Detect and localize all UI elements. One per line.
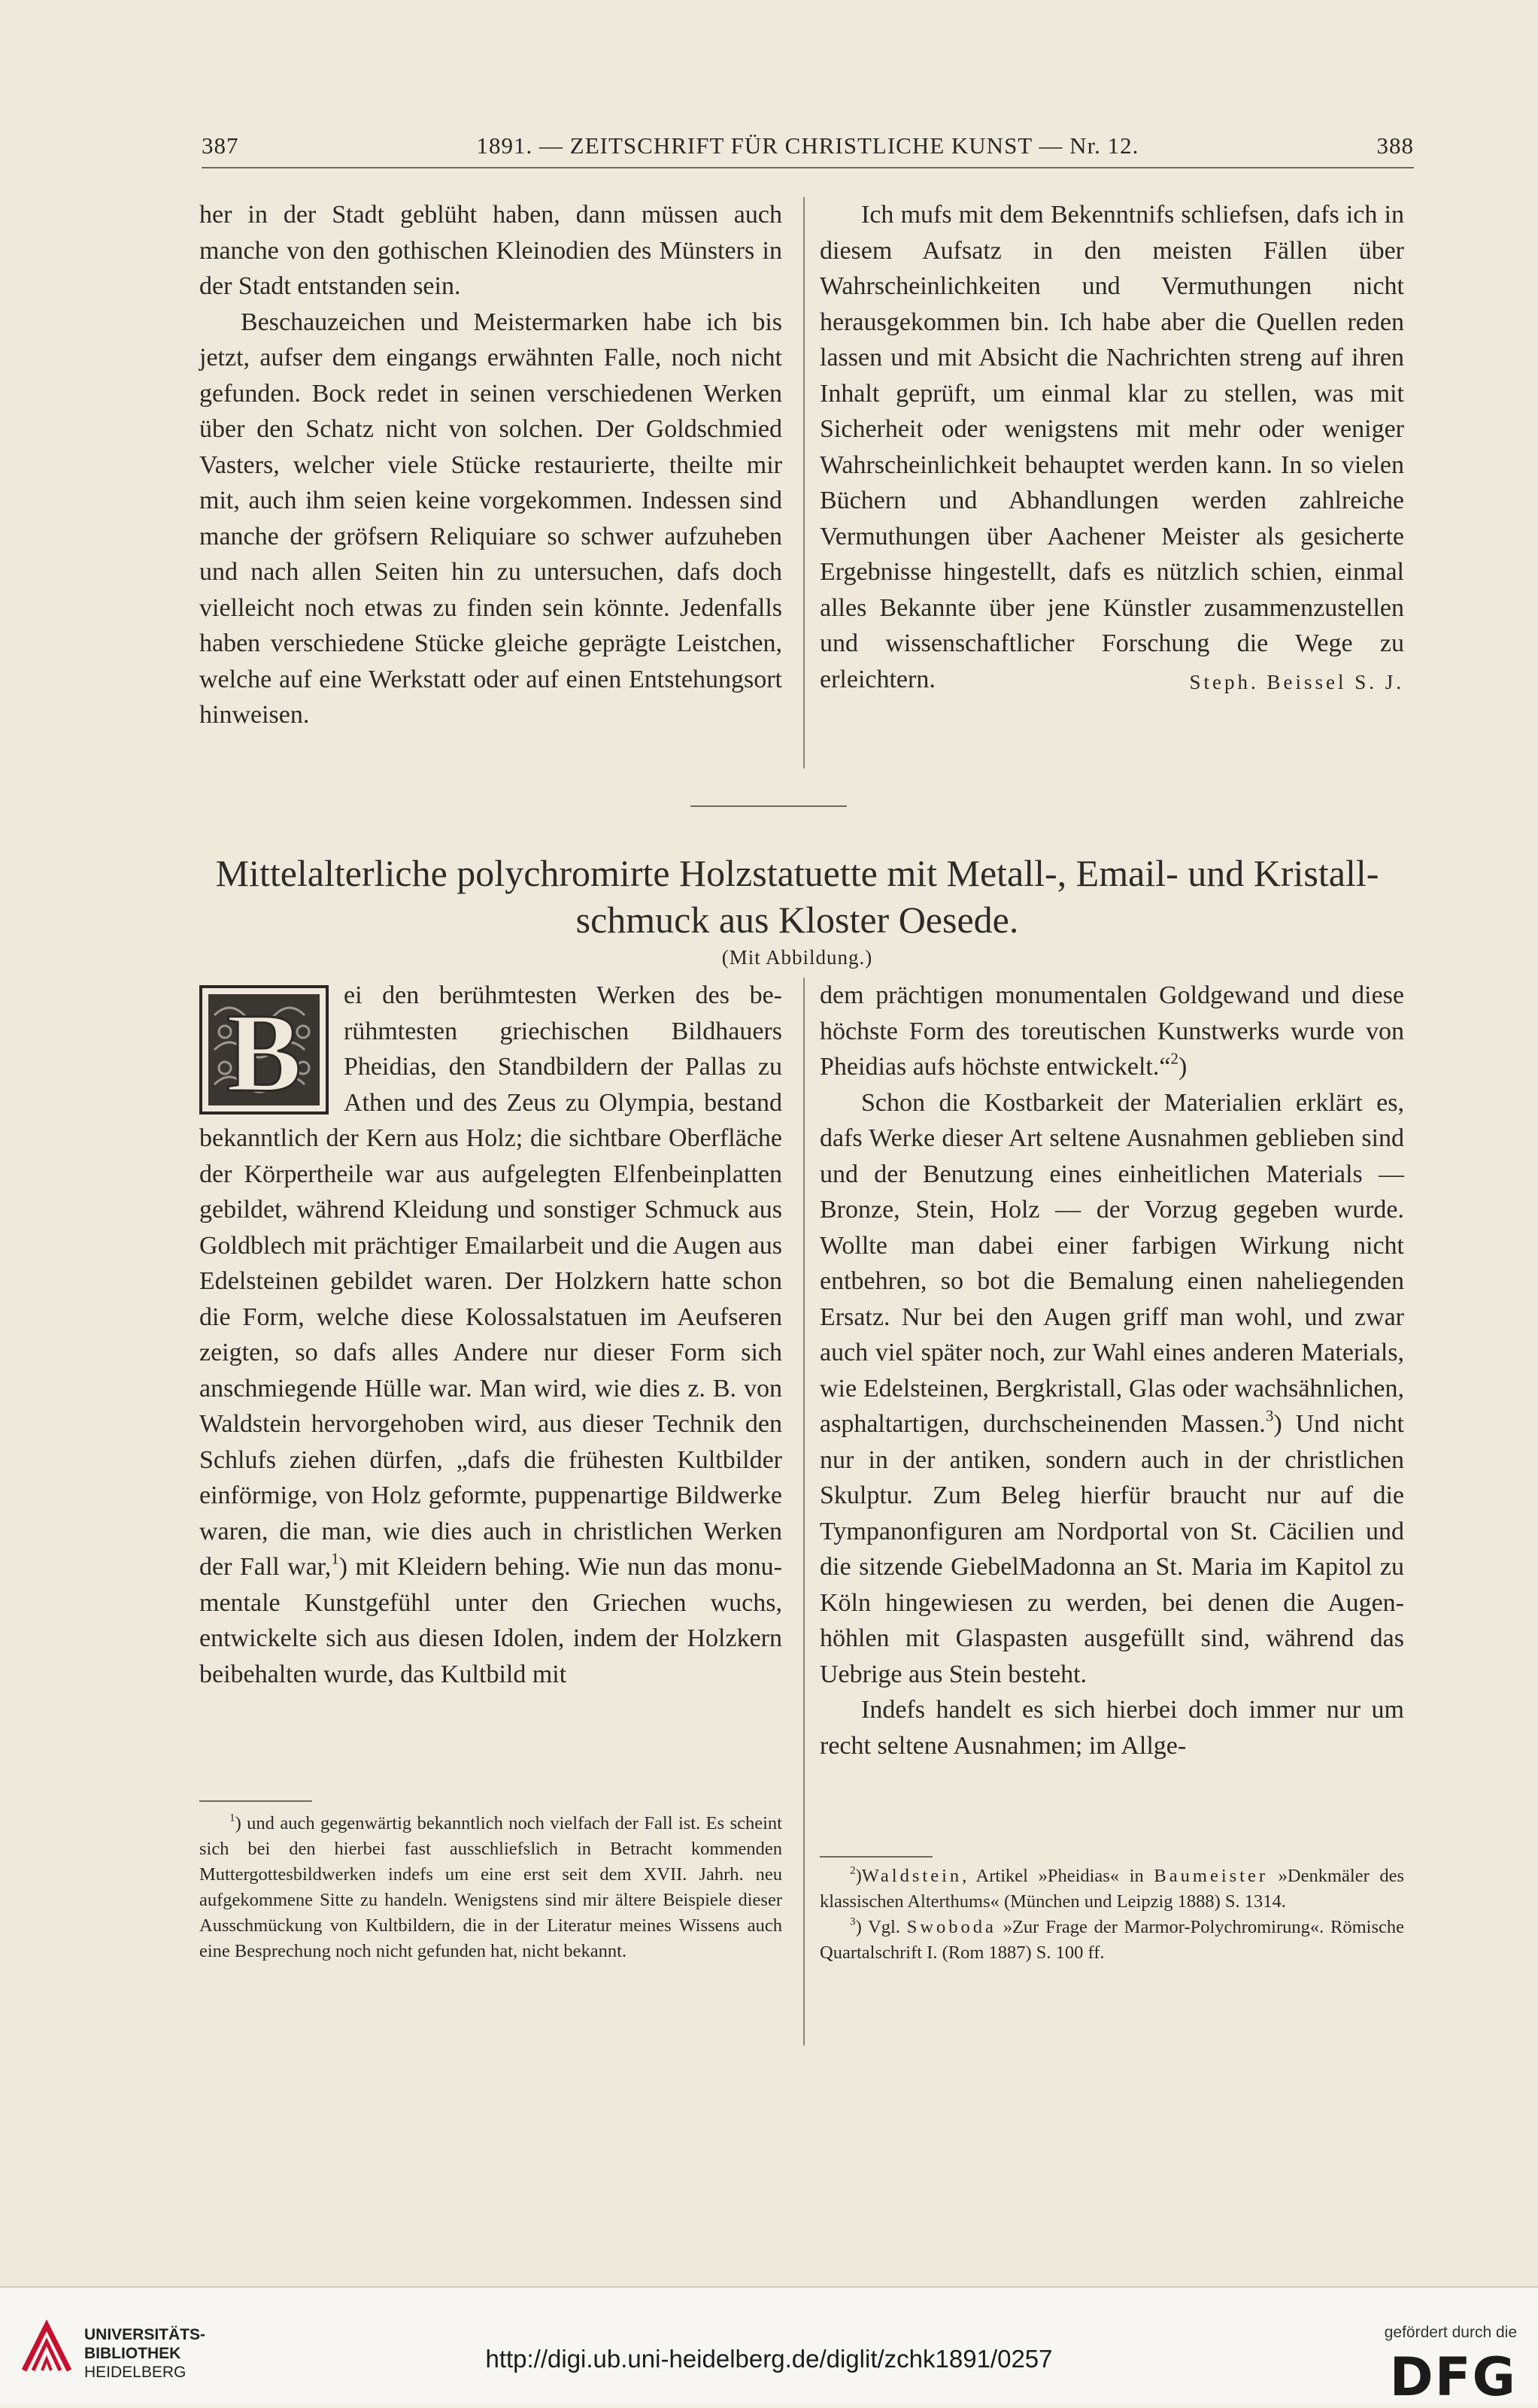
footnotes-left <box>199 1811 782 1964</box>
paragraph: dem prächtigen monumentalen Goldgewand und diese höchste Form des toreutischen Kunstwerks wurde von Pheidias aufs höchste entwickelt.“$^2$) <box>820 981 1404 1081</box>
paragraph: Schon die Kostbarkeit der Materialien erklärt es, dafs Werke dieser Art seltene Ausnahmen geblieben sind und der Benutzung eines einheitlichen Materials — Bronze, Stein, Holz — der Vorzug gegeben wurde. Wollte man dabei einer farbigen Wirkung nicht entbehren, so bot die Bemalung einen naheliegenden Ersatz. Nur bei den Augen griff man wohl, und zwar auch viel später noch, zur Wahl eines anderen Materials, wie Edelsteinen, Bergkristall, Glas oder wachsähnlichen, asphaltartigen, durchscheinenden Massen.$^3$) Und nicht nur in der antiken, sondern auch in der christlichen Skulptur. Zum Beleg hierfür braucht nur auf die Tympanonfiguren am Nordportal von St. Cäcilien und die sitzende GiebelMadonna an St. Maria im Kapitol zu Köln hingewiesen zu werden, bei denen die Augenhöhlen mit Glaspasten ausgefüllt sind, während das Uebrige aus Stein besteht. <box>820 1088 1404 1688</box>
article-left-column <box>199 978 782 1692</box>
running-header <box>202 129 1414 167</box>
viewer-footer <box>0 2286 1538 2408</box>
svg-text:B: B <box>226 990 302 1115</box>
footnote-1: $^1$) und auch gegenwärtig bekanntlich noch vielfach der Fall ist. Es scheint sich bei den hierbei fast ausschliefslich in Betracht kommenden Muttergottesbildwerken indefs um eine erst seit dem XVII. Jahrh. neu aufgekommene Sitte zu handeln. Wenigstens sind mir ältere Beispiele dieser Ausschmückung von Kultbildern, die in der Literatur meines Wissens auch eine Besprechung noch nicht gefunden hat, nicht bekannt. <box>199 1811 782 1961</box>
article-subtitle: (Mit Abbildung.) <box>721 946 873 969</box>
footnote-rule <box>199 1800 312 1802</box>
paragraph: Indefs handelt es sich hierbei doch immer nur um recht seltene Ausnahmen; im Allge- <box>820 1696 1404 1760</box>
university-library-name: UNIVERSITÄTS- BIBLIOTHEK HEIDELBERG <box>84 2326 206 2381</box>
footnotes-right <box>820 1864 1404 1966</box>
permalink-url[interactable]: http://digi.ub.uni-heidelberg.de/diglit/zchk1891/0257 <box>485 2345 1053 2373</box>
funding-note: gefördert durch die <box>1384 2324 1517 2341</box>
paragraph: Beschauzeichen und Meistermarken habe ich bis jetzt, aufser dem eingangs erwähnten Falle, noch nicht gefunden. Bock redet in seinen verschiedenen Werken über den Schatz nicht von solchen. Der Goldschmied Vasters, welcher viele Stücke restaurierte, theilte mir mit, auch ihm seien keine vorgekommen. Indessen sind manche der gröfsern Reliquiare so schwer aufzuheben und nach allen Seiten hin zu untersuchen, dafs doch vielleicht noch etwas zu finden sein könnte. Jedenfalls haben verschiedene Stücke gleiche geprägte Leistchen, welche auf eine Werkstatt oder auf einen Entstehungsort hinweisen. <box>199 308 782 729</box>
ornamental-initial <box>199 985 329 1115</box>
paragraph: her in der Stadt geblüht haben, dann müssen auch manche von den gothischen Kleinodien des Münsters in der Stadt entstanden sein. <box>199 201 782 300</box>
footnote-marker: 3 <box>1265 1406 1274 1425</box>
journal-header: 1891. — ZEITSCHRIFT FÜR CHRISTLICHE KUNST — Nr. 12. <box>476 132 1139 159</box>
paragraph: Ich mufs mit dem Bekenntnifs schliefsen, dafs ich in diesem Aufsatz in den meisten Fällen über Wahrscheinlichkeiten und Vermuthungen nicht herausgekommen bin. Ich habe aber die Quellen reden lassen und mit Absicht die Nachrichten streng auf ihren Inhalt geprüft, um einmal klar zu stellen, was mit Sicherheit oder wenigstens mit mehr oder weniger Wahrscheinlichkeit behauptet werden kann. In so vielen Büchern und Abhandlungen werden zahlreiche Vermuthungen über Aachener Meister als gesicherte Ergebnisse hingestellt, dafs es nützlich schien, einmal alles Bekannte über jene Künstler zusammenzustellen und wissenschaftlicher Forschung die Wege zu erleichtern. Steph. Beissel S. J. <box>820 197 1404 697</box>
article-title: Mittelalterliche polychromirte Holzstatuette mit Metall-, Email- und Kristallschmuck aus Kloster Oesede. <box>215 852 1379 941</box>
header-rule <box>202 167 1414 168</box>
section-separator <box>690 805 847 807</box>
dfg-logo[interactable]: DFG <box>1389 2346 1517 2408</box>
previous-article-right-column <box>820 197 1404 700</box>
previous-article-left-column <box>199 197 782 733</box>
footnote-3: $^3$) Vgl. Swoboda »Zur Frage der Marmor-Polychromirung«. Römische Quartalschrift I. (Rom 1887) S. 100 ff. <box>820 1915 1404 1963</box>
footnote-rule <box>820 1856 933 1858</box>
footnote-2: $^2$)Waldstein, Artikel »Pheidias« in Baumeister »Denkmäler des klassischen Alterthums« (München und Leipzig 1888) S. 1314. <box>820 1864 1405 1912</box>
page-number-left: 387 <box>202 132 239 159</box>
column-divider <box>803 978 805 2046</box>
column-divider <box>803 197 805 769</box>
footnote-marker: 1 <box>331 1549 339 1568</box>
article-right-column <box>820 978 1404 1764</box>
footnote-marker: 2 <box>1170 1049 1179 1068</box>
page-number-right: 388 <box>1376 132 1414 159</box>
author-signature: Steph. Beissel S. J. <box>1189 670 1404 693</box>
paragraph: B ei den berühmtesten Werken des berühmtesten griechischen Bildhauers Pheidias, den Standbildern der Pallas zu Athen und des Zeus zu Olympia, bestand bekanntlich der Kern aus Holz; die sichtbare Oberfläche der Körpertheile war aus aufgelegten Elfenbeinplatten gebildet, während Kleidung und sonstiger Schmuck aus Goldblech mit prächtiger Emailarbeit und die Augen aus Edelsteinen gebildet waren. Der Holzkern hatte schon die Form, welche diese Kolossalstatuen im Aeufseren zeigten, so dafs alles Andere nur dieser Form sich anschmiegende Hülle war. Man wird, wie dies z. B. von Waldstein hervorgehoben wird, aus dieser Technik den Schlufs ziehen dürfen, „dafs die frühesten Kultbilder einförmige, von Holz geformte, puppenartige Bildwerke waren, die man, wie dies auch in christlichen Werken der Fall war,$^1$) mit Kleidern behing. Wie nun das monumentale Kunstgefühl unter den Griechen wuchs, entwickelte sich aus diesen Idolen, indem der Holzkern beibehalten wurde, das Kultbild mit <box>199 981 782 1688</box>
